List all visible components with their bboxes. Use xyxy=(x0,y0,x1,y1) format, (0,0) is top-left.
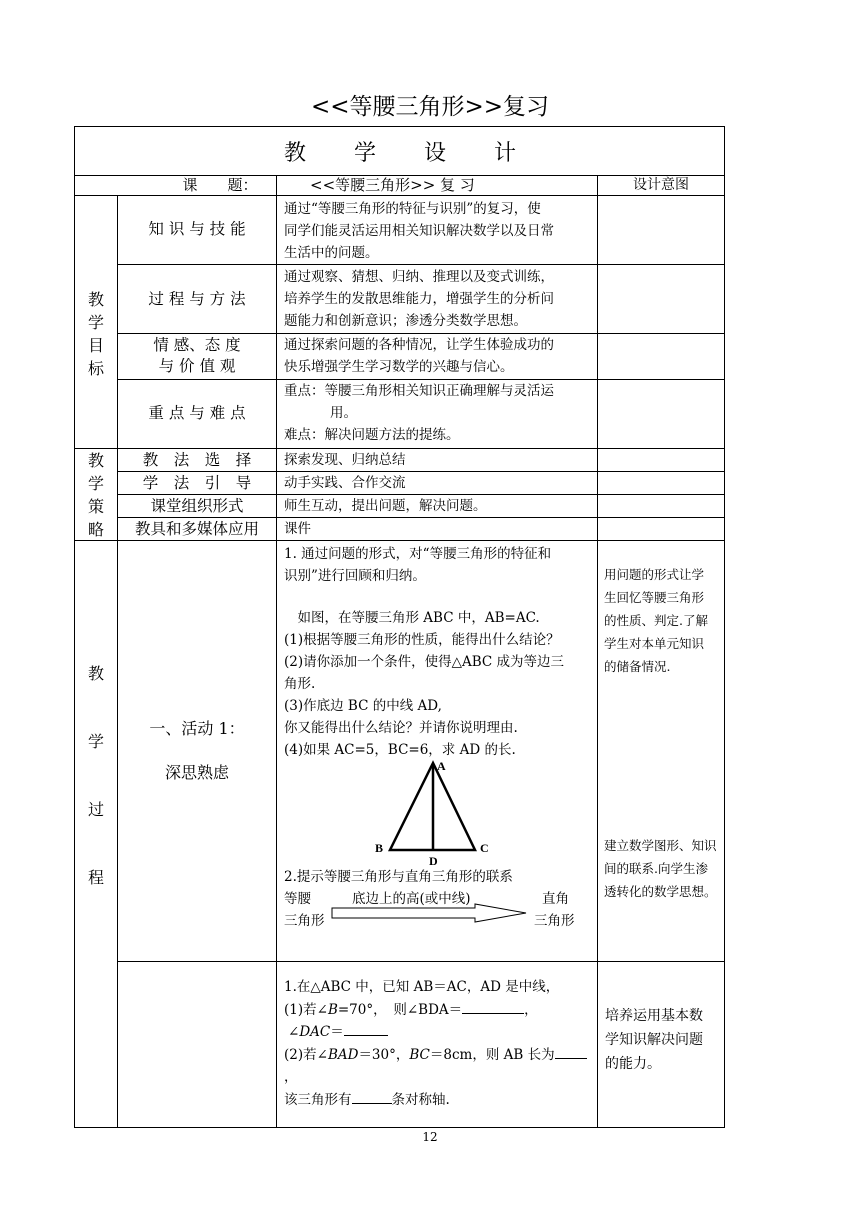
link-arrow xyxy=(330,902,530,924)
side-char: 教 xyxy=(87,451,104,470)
text-line: 间的联系.向学生渗 xyxy=(604,861,708,876)
vertex-b-label: B xyxy=(375,841,384,855)
text-fragment: BC xyxy=(409,1046,430,1063)
text-fragment: ， xyxy=(524,1001,538,1018)
exercise-intent xyxy=(605,1004,723,1076)
text-line: 学知识解决问题 xyxy=(605,1032,703,1048)
text-fragment: (2)若∠ xyxy=(284,1046,328,1063)
activity1-text xyxy=(284,543,596,761)
text-line: 培养运用基本数 xyxy=(605,1008,703,1024)
text-line: 通过观察、猜想、归纳、推理以及变式训练， xyxy=(284,269,554,285)
vertex-c-label: C xyxy=(480,841,489,855)
topic-value: <<等腰三角形>> 复 习 xyxy=(310,176,475,194)
text-line: 1. 通过问题的形式，对“等腰三角形的特征和 xyxy=(284,546,552,562)
text-fragment: B xyxy=(327,1001,338,1018)
objective-text-knowledge xyxy=(284,198,596,264)
text-line: 角形. xyxy=(284,676,316,692)
text-line: 同学们能灵活运用相关知识解决数学以及日常 xyxy=(284,223,554,239)
answer-blank[interactable] xyxy=(555,1044,587,1059)
text-line: 识别”进行回顾和归纳。 xyxy=(284,568,426,584)
text-fragment: ， xyxy=(284,1069,298,1085)
page-number: 12 xyxy=(422,1130,438,1144)
text-fragment: ＝ xyxy=(330,1024,344,1040)
side-char: 过 xyxy=(87,800,104,819)
text-line: 用。 xyxy=(330,405,357,421)
text-line: 透转化的数学思想。 xyxy=(604,884,717,899)
header-char-4: 计 xyxy=(494,141,517,166)
activity1-label: 一、活动 1： xyxy=(149,719,245,738)
text-fragment: ＝8cm，则 AB 长为 xyxy=(429,1046,555,1063)
process-side-label xyxy=(75,640,117,912)
side-char: 学 xyxy=(87,732,104,751)
text-line: 题能力和创新意识；渗透分类数学思想。 xyxy=(284,313,527,329)
header-char-2: 学 xyxy=(354,141,377,166)
header-char-1: 教 xyxy=(284,141,307,166)
text-line: (1)根据等腰三角形的性质，能得出什么结论？ xyxy=(284,632,560,648)
text-line: 生活中的问题。 xyxy=(284,245,379,261)
text-line: 的储备情况. xyxy=(604,659,671,674)
text-line: 通过探索问题的各种情况，让学生体验成功的 xyxy=(284,337,554,353)
label-line: 与 价 值 观 xyxy=(158,357,236,375)
topic-label: 课 题： xyxy=(182,176,258,194)
link-left-bottom: 三角形 xyxy=(284,913,325,929)
objective-text-keypoints xyxy=(284,380,596,446)
text-line: (2)请你添加一个条件，使得△ABC 成为等边三 xyxy=(284,654,565,670)
text-line: 通过“等腰三角形的特征与识别”的复习，使 xyxy=(284,201,541,217)
text-line: 学生对本单元知识 xyxy=(604,636,705,651)
objective-label-keypoints: 重 点 与 难 点 xyxy=(148,404,246,422)
text-line: 如图，在等腰三角形 ABC 中，AB=AC. xyxy=(284,610,540,626)
strategy-label-media: 教具和多媒体应用 xyxy=(134,520,259,538)
objectives-side-label xyxy=(75,288,117,380)
side-char: 目 xyxy=(87,336,104,355)
exercise-line-4 xyxy=(284,1044,596,1089)
text-line: 生回忆等腰三角形 xyxy=(604,590,705,605)
text-line: (3)作底边 BC 的中线 AD, xyxy=(284,698,442,714)
strategy-label-method: 教 法 选 择 xyxy=(142,451,252,469)
triangle-figure xyxy=(360,755,500,870)
objective-label-process: 过 程 与 方 法 xyxy=(148,290,246,308)
strategy-value-learning: 动手实践、合作交流 xyxy=(284,475,406,491)
activity1-sublabel: 深思熟虑 xyxy=(164,763,229,782)
side-char: 学 xyxy=(87,474,104,493)
text-line: 难点：解决问题方法的提练。 xyxy=(284,427,460,443)
header-char-3: 设 xyxy=(424,141,447,166)
text-fragment: BAD xyxy=(327,1046,359,1063)
strategy-side-label xyxy=(75,449,117,541)
text-line: 的能力。 xyxy=(605,1056,661,1072)
text-line: 重点：等腰三角形相关知识正确理解与灵活运 xyxy=(284,383,554,399)
side-char: 教 xyxy=(87,664,104,683)
text-fragment: 条对称轴. xyxy=(391,1091,450,1108)
objective-label-knowledge: 知 识 与 技 能 xyxy=(148,220,246,238)
side-char: 学 xyxy=(87,313,104,332)
side-char: 略 xyxy=(87,520,104,539)
objective-text-process xyxy=(284,266,596,332)
objective-text-emotion xyxy=(284,334,596,378)
objective-label-emotion xyxy=(118,335,276,377)
table-header xyxy=(74,136,725,166)
strategy-value-method: 探索发现、归纳总结 xyxy=(284,452,406,468)
label-line: 情 感、态 度 xyxy=(153,336,241,354)
link-left-top: 等腰 xyxy=(284,891,311,907)
vertex-a-label: A xyxy=(437,759,446,773)
text-line: 你又能得出什么结论？并请你说明理由. xyxy=(284,720,518,736)
side-char: 教 xyxy=(87,290,104,309)
text-fragment: =70°， 则∠BDA＝ xyxy=(337,1001,463,1018)
link-title: 2.提示等腰三角形与直角三角形的联系 xyxy=(284,869,513,885)
answer-blank[interactable] xyxy=(352,1089,392,1104)
text-fragment: ＝30°， xyxy=(358,1046,410,1063)
link-arrow-text: 底边上的高(或中线) xyxy=(352,891,471,907)
strategy-value-media: 课件 xyxy=(284,521,311,537)
exercise-line-1: 1.在△ABC 中，已知 AB＝AC，AD 是中线， xyxy=(284,979,560,995)
document-title: <<等腰三角形>>复习 xyxy=(310,94,550,120)
activity1-intent-1 xyxy=(604,563,722,678)
text-fragment: DAC xyxy=(299,1024,331,1040)
link-right-top: 直角 xyxy=(542,891,569,907)
text-line: 建立数学图形、知识 xyxy=(604,838,717,853)
side-char: 程 xyxy=(87,868,104,887)
text-fragment: (1)若∠ xyxy=(284,1001,328,1018)
strategy-label-organization: 课堂组织形式 xyxy=(150,497,244,515)
text-fragment: ∠ xyxy=(288,1024,300,1040)
side-char: 标 xyxy=(87,359,104,378)
side-char: 策 xyxy=(87,497,104,516)
design-intent-header: 设计意图 xyxy=(633,177,689,193)
text-line: 快乐增强学生学习数学的兴趣与信心。 xyxy=(284,359,514,375)
exercise-content xyxy=(284,976,596,1111)
exercise-line-5 xyxy=(284,1089,596,1112)
text-line: 培养学生的发散思维能力，增强学生的分析问 xyxy=(284,291,554,307)
answer-blank[interactable] xyxy=(344,1021,388,1036)
strategy-label-learning: 学 法 引 导 xyxy=(142,474,252,492)
text-line: 用问题的形式让学 xyxy=(604,567,705,582)
text-line: 的性质、判定.了解 xyxy=(604,613,708,628)
exercise-line-3 xyxy=(284,1021,596,1044)
text-line xyxy=(284,587,596,607)
text-line: (4)如果 AC=5，BC=6，求 AD 的长. xyxy=(284,742,516,758)
text-fragment: 该三角形有 xyxy=(284,1091,352,1108)
answer-blank[interactable] xyxy=(462,999,524,1014)
exercise-line-2 xyxy=(284,999,596,1022)
activity1-intent-2 xyxy=(604,834,722,903)
link-right-bottom: 三角形 xyxy=(534,913,575,929)
point-d-label: D xyxy=(429,854,438,868)
strategy-value-organization: 师生互动，提出问题，解决问题。 xyxy=(284,498,487,514)
